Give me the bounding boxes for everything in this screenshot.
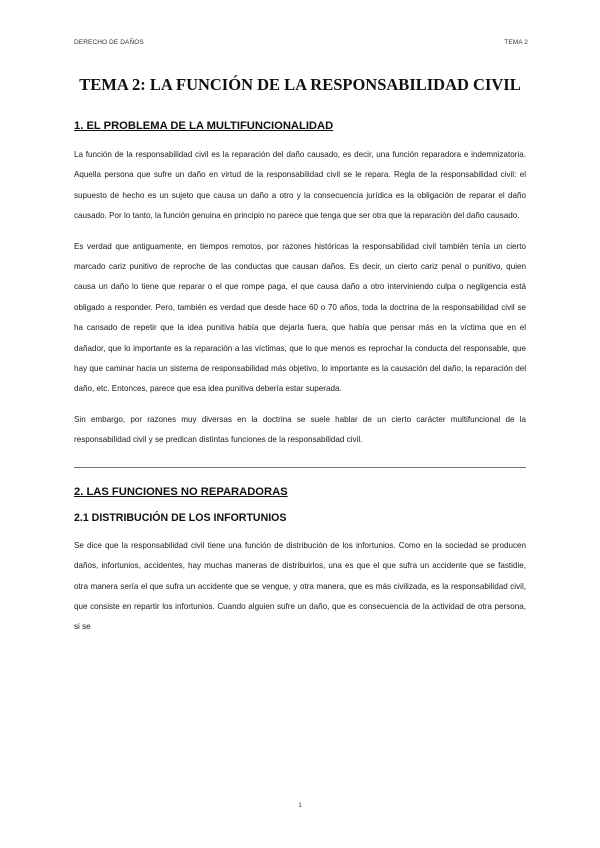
running-header-left: DERECHO DE DAÑOS [74,39,144,46]
section-1-paragraph-2: Es verdad que antiguamente, en tiempos remotos, por razones históricas la responsabilidad civil también tenía un cierto marcado cariz punitivo de reproche de las conductas que causan daños. Es decir, un cierto cariz penal o punitivo, quien causa un daño lo tiene que reparar o el que rompe paga, el que causa daño a otro interviniendo culpa o negligencia está obligado a responder. Pero, también es verdad que desde hace 60 o 70 años, toda la doctrina de la responsabilidad civil se ha cansado de repetir que la idea punitiva había que dejarla fuera, que había que pensar más en la víctima que en el dañador, que lo importante es la reparación a las víctimas, que lo que menos es reprochar la conducta del responsable, que hay que caminar hacia un sistema de responsabilidad más objetivo, lo importante es la causación del daño, la reparación del daño, etc. Entonces, parece que esa idea punitiva debería estar superada. [74,241,526,394]
section-2-heading: 2. LAS FUNCIONES NO REPARADORAS [74,485,288,498]
page-content [74,70,526,638]
section-divider [74,467,526,468]
subsection-2-1-heading: 2.1 DISTRIBUCIÓN DE LOS INFORTUNIOS [74,511,287,524]
section-1-paragraph-1: La función de la responsabilidad civil es la reparación del daño causado, es decir, una función reparadora e indemnizatoria. Aquella persona que sufre un daño en virtud de la responsabilidad civil se le repara. Regla de la responsabilidad civil: el supuesto de hecho es un sujeto que causa un daño a otro y la consecuencia jurídica es la obligación de reparar el daño causado. Por lo tanto, la función genuina en principio no parece que tenga que ser otra que la reparación del daño causado. [74,150,526,221]
section-1-paragraph-3: Sin embargo, por razones muy diversas en la doctrina se suele hablar de un cierto carácter multifuncional de la responsabilidad civil y se predican distintas funciones de la responsabilidad civil. [74,414,526,445]
running-header-right: TEMA 2 [504,39,528,46]
page-number: 1 [298,802,302,809]
document-title: TEMA 2: LA FUNCIÓN DE LA RESPONSABILIDAD CIVIL [79,75,521,94]
section-2-paragraph-1: Se dice que la responsabilidad civil tiene una función de distribución de los infortunios. Como en la sociedad se producen daños, infortunios, accidentes, hay muchas maneras de distribuirlos, una es que el que sufra un accidente que se fastidie, otra manera sería el que sufra un accidente que se vengue, y otra manera, que es más civilizada, es la responsabilidad civil, que consiste en repartir los infortunios. Cuando alguien sufre un daño, que es consecuencia de la actividad de otra persona, si se [74,540,526,632]
section-1-heading: 1. EL PROBLEMA DE LA MULTIFUNCIONALIDAD [74,120,334,132]
